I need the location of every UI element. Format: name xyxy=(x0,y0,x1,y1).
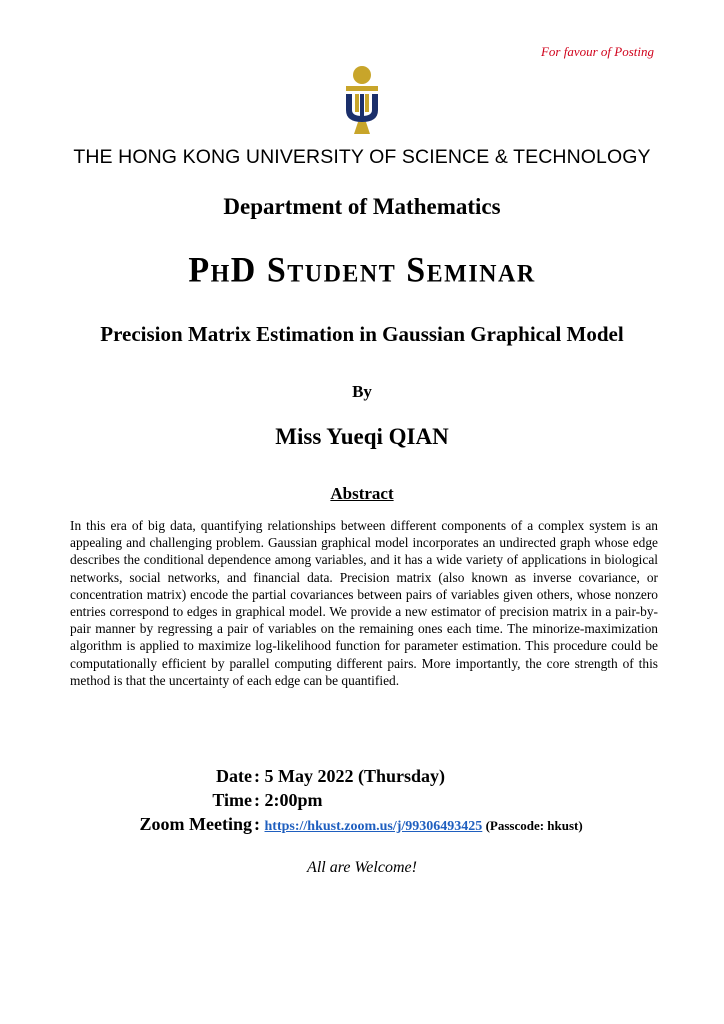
zoom-link[interactable]: https://hkust.zoom.us/j/99306493425 xyxy=(264,819,483,834)
seminar-type: PhD Student Seminar xyxy=(188,251,536,290)
welcome-note: All are Welcome! xyxy=(307,859,417,876)
hkust-logo xyxy=(336,66,388,134)
event-details xyxy=(80,766,680,838)
zoom-value xyxy=(254,814,583,835)
date-row xyxy=(80,766,680,790)
abstract-body: In this era of big data, quantifying relationships between different components of a complex system is an appealing and challenging problem. Gaussian graphical model incorporates an undirected graph whose edge describes the conditional dependence among variables, and it has a wide variety of applications in biological networks, social networks, and financial data. Precision matrix (also known as inverse covariance, or concentration matrix) encode the partial covariances between pairs of variables given others, whose nonzero entries correspond to edges in graphical model. We provide a new estimator of precision matrix in a pair-by-pair manner by regressing a pair of variables on the remaining ones each time. The minorize-maximization algorithm is applied to maximize log-likelihood function for parameter estimation. This procedure could be computationally efficient by parallel computing different pairs. More importantly, the core strength of this method is that the uncertainty of each edge can be quantified. xyxy=(70,518,658,688)
time-row xyxy=(80,790,680,814)
zoom-row xyxy=(80,814,680,838)
zoom-colon: : xyxy=(254,814,265,834)
department-name: Department of Mathematics xyxy=(223,194,501,219)
date-value: : 5 May 2022 (Thursday) xyxy=(254,766,446,786)
university-name: THE HONG KONG UNIVERSITY OF SCIENCE & TECHNOLOGY xyxy=(73,146,651,168)
talk-title: Precision Matrix Estimation in Gaussian Graphical Model xyxy=(100,322,624,346)
posting-note: For favour of Posting xyxy=(540,44,654,59)
time-value: : 2:00pm xyxy=(254,790,323,810)
date-label: Date xyxy=(216,766,252,786)
abstract-heading: Abstract xyxy=(330,484,394,503)
zoom-passcode: (Passcode: hkust) xyxy=(482,818,583,833)
time-label: Time xyxy=(212,790,252,810)
speaker-name: Miss Yueqi QIAN xyxy=(275,424,449,449)
by-label: By xyxy=(352,382,372,401)
zoom-label: Zoom Meeting xyxy=(139,814,252,834)
logo-mark xyxy=(346,66,378,134)
